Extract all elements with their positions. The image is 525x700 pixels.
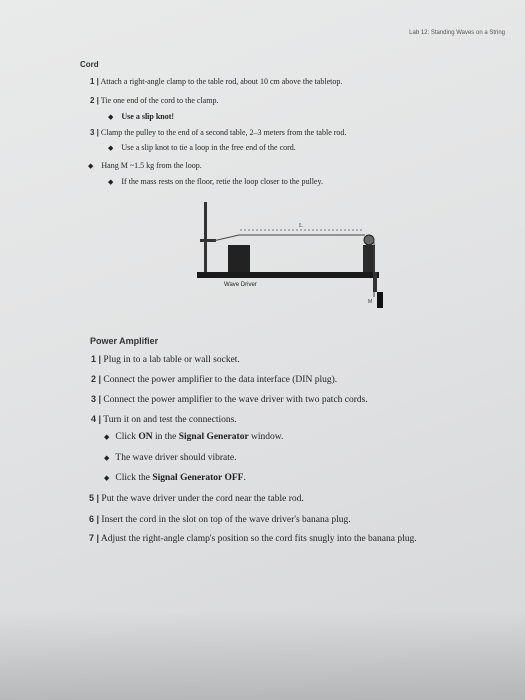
step-number: 7 | bbox=[89, 533, 100, 543]
bullet-text: in the bbox=[152, 432, 179, 442]
step-text: Tie one end of the cord to the clamp. bbox=[100, 96, 219, 105]
step-text: Put the wave driver under the cord near the table rod. bbox=[101, 494, 304, 504]
bullet-text: If the mass rests on the floor, retie the loop closer to the pulley. bbox=[121, 177, 323, 186]
wave-driver bbox=[228, 245, 250, 272]
step-number: 2 | bbox=[90, 96, 99, 105]
step-number: 4 | bbox=[91, 414, 102, 424]
step-text: Clamp the pulley to the end of a second table, 2–3 meters from the table rod. bbox=[100, 128, 347, 137]
step-text: Attach a right-angle clamp to the table rod, about 10 cm above the tabletop. bbox=[100, 77, 343, 86]
power-step-1 bbox=[91, 354, 240, 365]
wave-driver-label: Wave Driver bbox=[224, 282, 257, 288]
bullet-text: Use a slip knot to tie a loop in the free end of the cord. bbox=[121, 143, 296, 152]
cord-bullet-slip-knot bbox=[108, 112, 174, 121]
diamond-bullet-icon: ◆ bbox=[104, 454, 110, 462]
power-step-4 bbox=[91, 414, 237, 425]
step-number: 3 | bbox=[90, 128, 99, 137]
bullet-text: . bbox=[243, 473, 246, 483]
setup-diagram bbox=[195, 197, 395, 312]
bullet-text: Use a slip knot! bbox=[121, 112, 175, 121]
step-text: Turn it on and test the connections. bbox=[103, 415, 237, 425]
cord-bullet-retie bbox=[108, 177, 323, 186]
step-number: 5 | bbox=[89, 493, 100, 503]
bullet-text: The wave driver should vibrate. bbox=[115, 453, 237, 463]
hanging-mass bbox=[377, 292, 383, 308]
step-text: Adjust the right-angle clamp's position so the cord fits snugly into the banana plug. bbox=[100, 534, 417, 544]
step-text: Connect the power amplifier to the wave driver with two patch cords. bbox=[103, 395, 368, 405]
table-rod bbox=[204, 202, 207, 272]
power-step-7 bbox=[89, 533, 417, 544]
diamond-bullet-icon: ◆ bbox=[108, 178, 114, 186]
cord-bullet-loop bbox=[108, 143, 296, 152]
bullet-bold-signal-generator: Signal Generator bbox=[178, 432, 249, 442]
step-number: 3 | bbox=[91, 394, 102, 404]
cord-step-3 bbox=[90, 128, 346, 137]
power-step-6 bbox=[89, 514, 351, 525]
mass-label: M bbox=[368, 299, 373, 305]
step-number: 1 | bbox=[90, 77, 99, 86]
bullet-text: Click the bbox=[115, 473, 153, 483]
power-amplifier-title: Power Amplifier bbox=[90, 336, 159, 346]
pulley bbox=[364, 235, 374, 245]
power-step-2 bbox=[91, 374, 337, 385]
cord-bullet-mass bbox=[88, 161, 202, 170]
cord-step-2 bbox=[90, 96, 218, 105]
step-text: Insert the cord in the slot on top of the wave driver's banana plug. bbox=[101, 515, 351, 525]
power-step-3 bbox=[91, 394, 368, 405]
diamond-bullet-icon: ◆ bbox=[88, 162, 94, 170]
diamond-bullet-icon: ◆ bbox=[108, 144, 114, 152]
table-top bbox=[197, 272, 379, 278]
power-step-5 bbox=[89, 493, 304, 504]
cord-step-1 bbox=[90, 77, 342, 86]
step-number: 1 | bbox=[91, 354, 102, 364]
bullet-bold-signal-generator-off: Signal Generator OFF bbox=[152, 473, 244, 483]
step-text: Plug in to a lab table or wall socket. bbox=[103, 355, 240, 365]
page-header: Lab 12: Standing Waves on a String bbox=[409, 30, 505, 36]
diamond-bullet-icon: ◆ bbox=[108, 113, 114, 121]
bullet-text: Hang M ~1.5 kg from the loop. bbox=[101, 161, 202, 170]
power-bullet-click-on bbox=[104, 432, 283, 442]
diamond-bullet-icon: ◆ bbox=[104, 433, 110, 441]
step-text: Connect the power amplifier to the data interface (DIN plug). bbox=[103, 375, 338, 385]
power-bullet-vibrate bbox=[104, 453, 236, 463]
length-label: L bbox=[299, 223, 303, 229]
bullet-bold-on: ON bbox=[138, 432, 153, 442]
page-shadow bbox=[0, 610, 525, 700]
power-bullet-click-off bbox=[104, 473, 246, 483]
cord-section-title: Cord bbox=[80, 60, 99, 69]
table-edge bbox=[373, 272, 377, 292]
bullet-text: Click bbox=[115, 432, 139, 442]
step-number: 6 | bbox=[89, 514, 100, 524]
pulley-clamp bbox=[363, 245, 375, 272]
step-number: 2 | bbox=[91, 374, 102, 384]
cord bbox=[213, 235, 365, 241]
diamond-bullet-icon: ◆ bbox=[104, 474, 110, 482]
bullet-text: window. bbox=[248, 432, 284, 442]
